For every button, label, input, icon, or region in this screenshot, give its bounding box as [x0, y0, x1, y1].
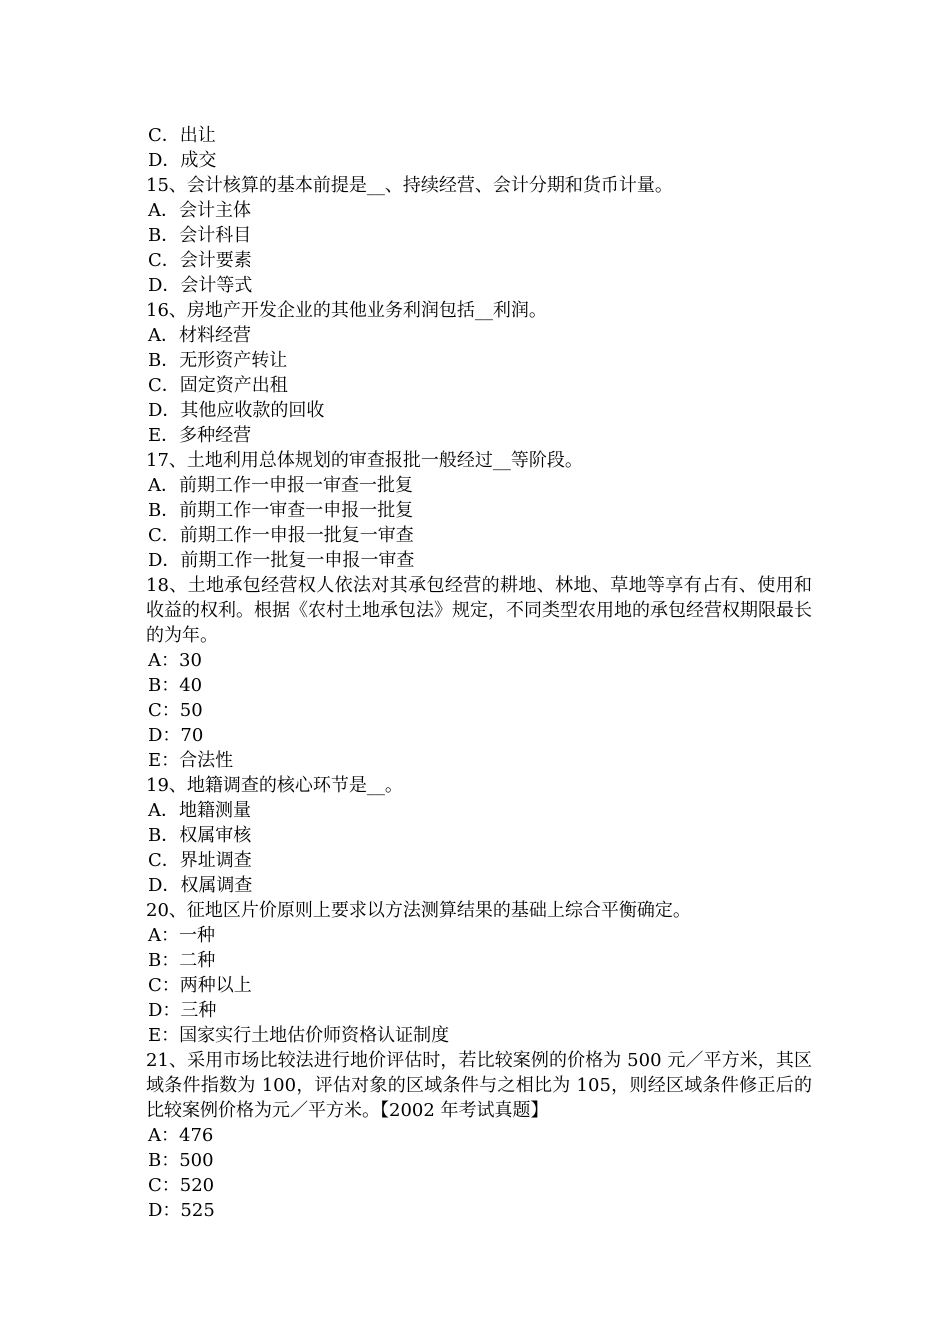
question-text: 19、地籍调查的核心环节是__。 — [146, 775, 403, 796]
option-text: B．权属审核 — [148, 825, 252, 846]
option-text: A：一种 — [148, 925, 215, 946]
option-text: D．其他应收款的回收 — [148, 400, 325, 421]
option-text: D．成交 — [148, 150, 217, 171]
question-text: 17、土地利用总体规划的审查报批一般经过__等阶段。 — [146, 450, 583, 471]
option-text: B：500 — [148, 1150, 214, 1171]
option-text: D：70 — [148, 725, 204, 746]
option-text: B．无形资产转让 — [148, 350, 288, 371]
option-text: C．会计要素 — [148, 250, 252, 271]
option-text: D．会计等式 — [148, 275, 253, 296]
option-text: A．地籍测量 — [148, 800, 251, 821]
question-text: 18、土地承包经营权人依法对其承包经营的耕地、林地、草地等享有占有、使用和收益的权利。根据《农村土地承包法》规定，不同类型农用地的承包经营权期限最长的为年。 — [146, 575, 812, 646]
option-text: A：476 — [148, 1125, 214, 1146]
option-text: C：520 — [148, 1175, 215, 1196]
question-text: 20、征地区片价原则上要求以方法测算结果的基础上综合平衡确定。 — [146, 900, 691, 921]
option-text: D．权属调查 — [148, 875, 253, 896]
question-text: 16、房地产开发企业的其他业务利润包括__利润。 — [146, 300, 547, 321]
option-text: C．出让 — [148, 125, 216, 146]
option-text: C：50 — [148, 700, 203, 721]
option-text: A．前期工作一申报一审查一批复 — [148, 475, 413, 496]
option-text: B：二种 — [148, 950, 216, 971]
option-text: A．材料经营 — [148, 325, 251, 346]
option-text: A：30 — [148, 650, 202, 671]
option-text: D：525 — [148, 1200, 215, 1221]
option-text: B．会计科目 — [148, 225, 252, 246]
option-text: C．界址调查 — [148, 850, 252, 871]
option-text: B．前期工作一审查一申报一批复 — [148, 500, 414, 521]
option-text: C．前期工作一申报一批复一审查 — [148, 525, 414, 546]
option-text: E：合法性 — [148, 750, 234, 771]
option-text: B：40 — [148, 675, 203, 696]
option-text: E：国家实行土地估价师资格认证制度 — [148, 1025, 450, 1046]
option-text: D．前期工作一批复一申报一审查 — [148, 550, 415, 571]
question-text: 15、会计核算的基本前提是__、持续经营、会计分期和货币计量。 — [146, 175, 673, 196]
option-text: A．会计主体 — [148, 200, 251, 221]
document-body — [146, 123, 812, 1223]
option-text: C：两种以上 — [148, 975, 252, 996]
question-text: 21、采用市场比较法进行地价评估时，若比较案例的价格为 500 元／平方米，其区域条件指数为 100，评估对象的区域条件与之相比为 105，则经区域条件修正后的比较案例价格为元／平方米。【2002 年考试真题】 — [146, 1050, 812, 1121]
option-text: E．多种经营 — [148, 425, 252, 446]
option-text: C．固定资产出租 — [148, 375, 288, 396]
option-text: D：三种 — [148, 1000, 217, 1021]
